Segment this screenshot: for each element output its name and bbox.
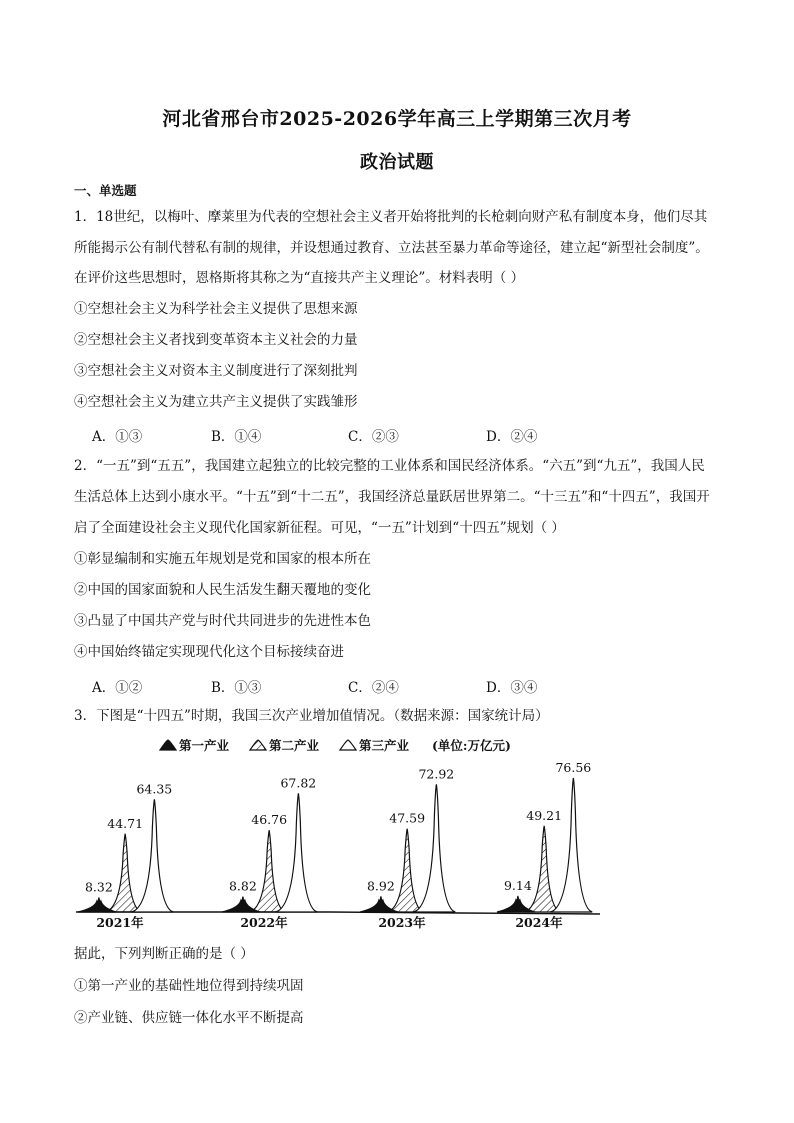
chart-unit: (单位:万亿元)	[432, 738, 511, 753]
peak-2021年-series-2	[105, 834, 141, 912]
value-label-2022年-series-3: 67.82	[280, 775, 317, 791]
q2-option-a[interactable]: A．①②	[92, 680, 143, 696]
legend-swatch-3	[340, 740, 356, 750]
q1-line: 所能揭示公有制代替私有制的规律，并设想通过教育、立法甚至暴力革命等途径，建立起“新型社会制度”。	[74, 240, 709, 256]
value-label-2021年-series-1: 8.32	[84, 879, 113, 895]
q3-question: 据此，下列判断正确的是（ ）	[74, 946, 254, 962]
q2-line: 2．“一五”到“五五”，我国建立起独立的比较完整的工业体系和国民经济体系。“六五”到“九五”，我国人民	[74, 458, 705, 474]
legend-label-2: 第二产业	[269, 738, 320, 753]
chart-marks	[76, 778, 600, 914]
value-label-2024年-series-3: 76.56	[555, 760, 592, 776]
page-title: 河北省邢台市2025-2026学年高三上学期第三次月考	[162, 108, 632, 130]
category-label-1: 2021年	[96, 915, 144, 930]
peak-2024年-series-3	[550, 778, 592, 912]
q2-statement: ②中国的国家面貌和人民生活发生翻天覆地的变化	[74, 582, 371, 598]
q2-option-b[interactable]: B．①③	[211, 680, 262, 696]
category-label-2: 2022年	[240, 915, 288, 930]
value-label-2021年-series-3: 64.35	[136, 781, 173, 797]
value-label-2024年-series-1: 9.14	[503, 878, 532, 894]
q1-line: 在评价这些思想时，恩格斯将其称之为“直接共产主义理论”。材料表明（ ）	[74, 270, 525, 286]
legend-label-3: 第三产业	[359, 738, 410, 753]
value-label-2024年-series-2: 49.21	[526, 807, 563, 823]
value-label-2022年-series-1: 8.82	[228, 878, 257, 894]
industry-value-chart	[0, 730, 794, 940]
value-label-2023年-series-2: 47.59	[389, 810, 426, 826]
page-subtitle: 政治试题	[360, 152, 434, 173]
q2-statement: ③凸显了中国共产党与时代共同进步的先进性本色	[74, 613, 371, 629]
legend-swatch-1	[160, 740, 176, 750]
q1-statement: ②空想社会主义者找到变革资本主义社会的力量	[74, 332, 358, 348]
value-label-2022年-series-2: 46.76	[251, 812, 288, 828]
peak-2023年-series-2	[387, 829, 423, 912]
peak-2022年-series-2	[249, 830, 285, 912]
value-label-2023年-series-3: 72.92	[418, 766, 455, 782]
q3-statement: ①第一产业的基础性地位得到持续巩固	[74, 978, 304, 994]
legend-swatch-2	[250, 740, 266, 750]
section-heading: 一、单选题	[74, 183, 137, 198]
chart-legend	[160, 738, 511, 753]
q1-line: 1．18世纪，以梅叶、摩莱里为代表的空想社会主义者开始将批判的长枪刺向财产私有制度本身，他们尽其	[74, 209, 708, 225]
category-label-3: 2023年	[378, 915, 426, 930]
value-label-2023年-series-1: 8.92	[366, 878, 395, 894]
q1-statement: ④空想社会主义为建立共产主义提供了实践雏形	[74, 394, 358, 410]
q1-option-c[interactable]: C．②③	[348, 429, 399, 445]
q3-intro: 3．下图是“十四五”时期，我国三次产业增加值情况。（数据来源：国家统计局）	[74, 708, 549, 724]
peak-2022年-series-3	[275, 793, 317, 912]
q2-line: 生活总体上达到小康水平。“十五”到“十二五”，我国经济总量跃居世界第二。“十三五”和“十四五”，我国开	[74, 489, 710, 505]
q2-option-c[interactable]: C．②④	[348, 680, 399, 696]
q1-option-a[interactable]: A．①③	[92, 429, 143, 445]
peak-2023年-series-3	[413, 784, 455, 912]
value-label-2021年-series-2: 44.71	[107, 815, 144, 831]
q1-statement: ①空想社会主义为科学社会主义提供了思想来源	[74, 301, 358, 317]
peak-2024年-series-2	[524, 826, 560, 912]
q2-option-d[interactable]: D．③④	[486, 680, 538, 696]
q2-line: 启了全面建设社会主义现代化国家新征程。可见，“一五”计划到“十四五”规划（ ）	[74, 520, 565, 536]
q2-statement: ④中国始终锚定实现现代化这个目标接续奋进	[74, 644, 344, 660]
q1-statement: ③空想社会主义对资本主义制度进行了深刻批判	[74, 363, 358, 379]
q2-statement: ①彰显编制和实施五年规划是党和国家的根本所在	[74, 551, 371, 567]
q1-option-d[interactable]: D．②④	[486, 429, 538, 445]
category-label-4: 2024年	[515, 915, 563, 930]
legend-label-1: 第一产业	[179, 738, 230, 753]
q3-statement: ②产业链、供应链一体化水平不断提高	[74, 1010, 304, 1026]
q1-option-b[interactable]: B．①④	[211, 429, 262, 445]
